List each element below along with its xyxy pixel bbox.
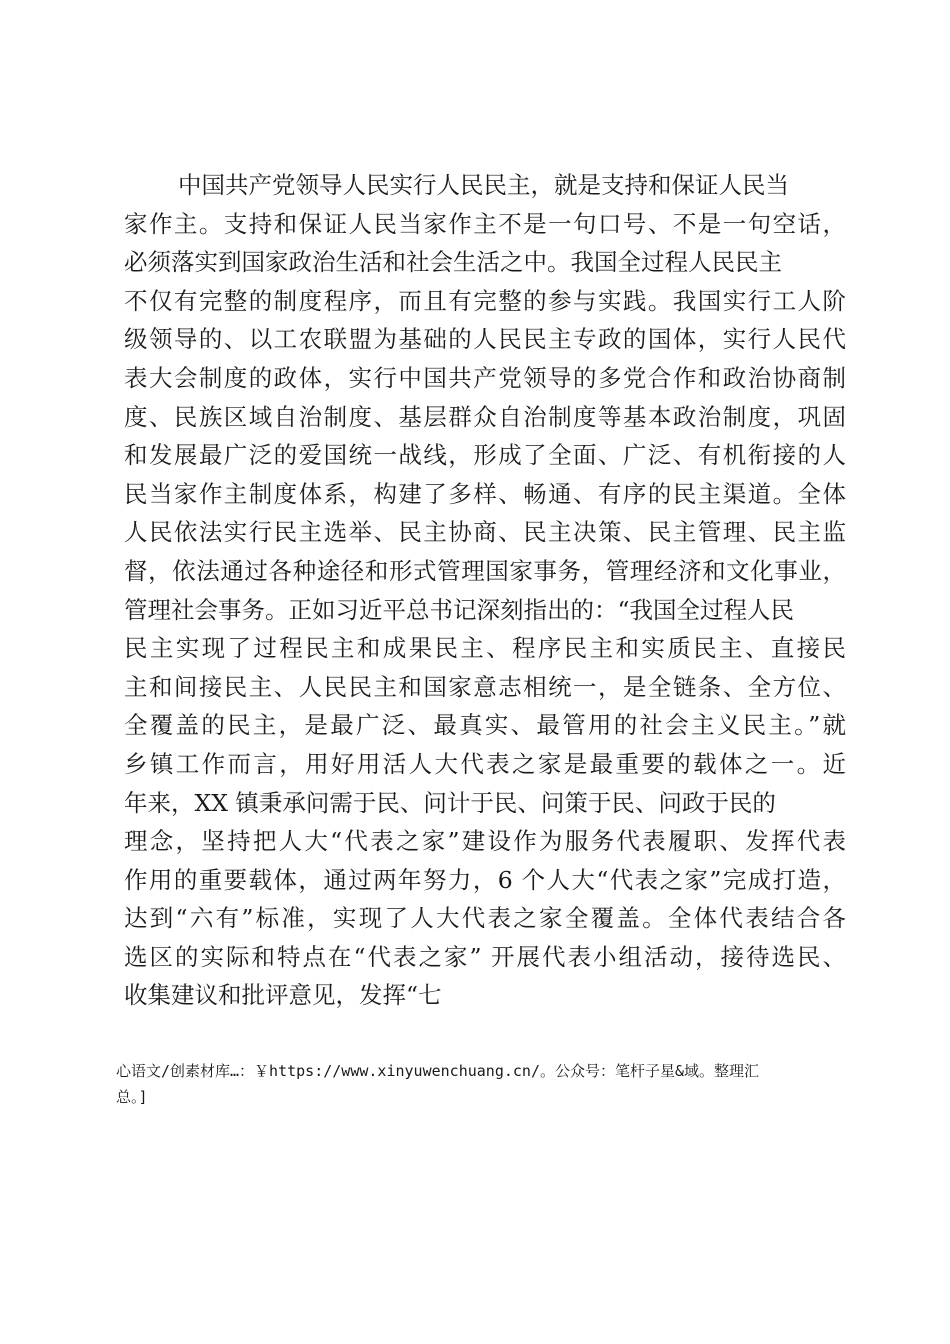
paragraph-line: 和发展最广泛的爱国统一战线，形成了全面、广泛、有机衔接的人 [124, 441, 846, 470]
body-paragraph [124, 166, 846, 1015]
paragraph-line: 管理社会事务。正如习近平总书记深刻指出的：“我国全过程人民 [124, 595, 795, 624]
paragraph-line: 中国共产党领导人民实行人民民主，就是支持和保证人民当 [178, 171, 789, 199]
paragraph-line: 作用的重要载体，通过两年努力，6 个人大“代表之家”完成打造， [124, 865, 846, 894]
paragraph-line: 选区的实际和特点在“代表之家” 开展代表小组活动，接待选民、 [124, 942, 846, 971]
paragraph-line: 不仅有完整的制度程序，而且有完整的参与实践。我国实行工人阶 [124, 286, 846, 315]
paragraph-line: 主和间接民主、人民民主和国家意志相统一，是全链条、全方位、 [124, 672, 846, 701]
paragraph-line: 民当家作主制度体系，构建了多样、畅通、有序的民主渠道。全体 [124, 479, 846, 508]
paragraph-line: 民主实现了过程民主和成果民主、程序民主和实质民主、直接民 [124, 634, 846, 663]
paragraph-line: 督，依法通过各种途径和形式管理国家事务，管理经济和文化事业， [124, 556, 846, 585]
paragraph-line: 乡镇工作而言，用好用活人大代表之家是最重要的载体之一。近 [124, 749, 846, 778]
footnote [116, 1058, 836, 1110]
paragraph-line: 级领导的、以工农联盟为基础的人民民主专政的国体，实行人民代 [124, 325, 846, 354]
paragraph-line: 收集建议和批评意见，发挥“七 [124, 981, 442, 1010]
paragraph-line: 人民依法实行民主选举、民主协商、民主决策、民主管理、民主监 [124, 518, 846, 547]
paragraph-line: 理念，坚持把人大“代表之家”建设作为服务代表履职、发挥代表 [124, 827, 846, 856]
footnote-line: 总。] [116, 1088, 148, 1106]
paragraph-line: 表大会制度的政体，实行中国共产党领导的多党合作和政治协商制 [124, 363, 846, 392]
paragraph-line: 家作主。支持和保证人民当家作主不是一句口号、不是一句空话， [124, 209, 846, 238]
paragraph-line: 年来，XX 镇秉承问需于民、问计于民、问策于民、问政于民的 [124, 788, 776, 817]
paragraph-line: 全覆盖的民主，是最广泛、最真实、最管用的社会主义民主。”就 [124, 711, 846, 740]
paragraph-line: 必须落实到国家政治生活和社会生活之中。我国全过程人民民主 [124, 248, 782, 277]
paragraph-line: 度、民族区域自治制度、基层群众自治制度等基本政治制度，巩固 [124, 402, 846, 431]
footnote-line: 心语文/创素材库…：￥https://www.xinyuwenchuang.cn/。公众号：笔杆子星&域。整理汇 [116, 1062, 760, 1080]
paragraph-line: 达到“六有”标准，实现了人大代表之家全覆盖。全体代表结合各 [124, 904, 846, 933]
